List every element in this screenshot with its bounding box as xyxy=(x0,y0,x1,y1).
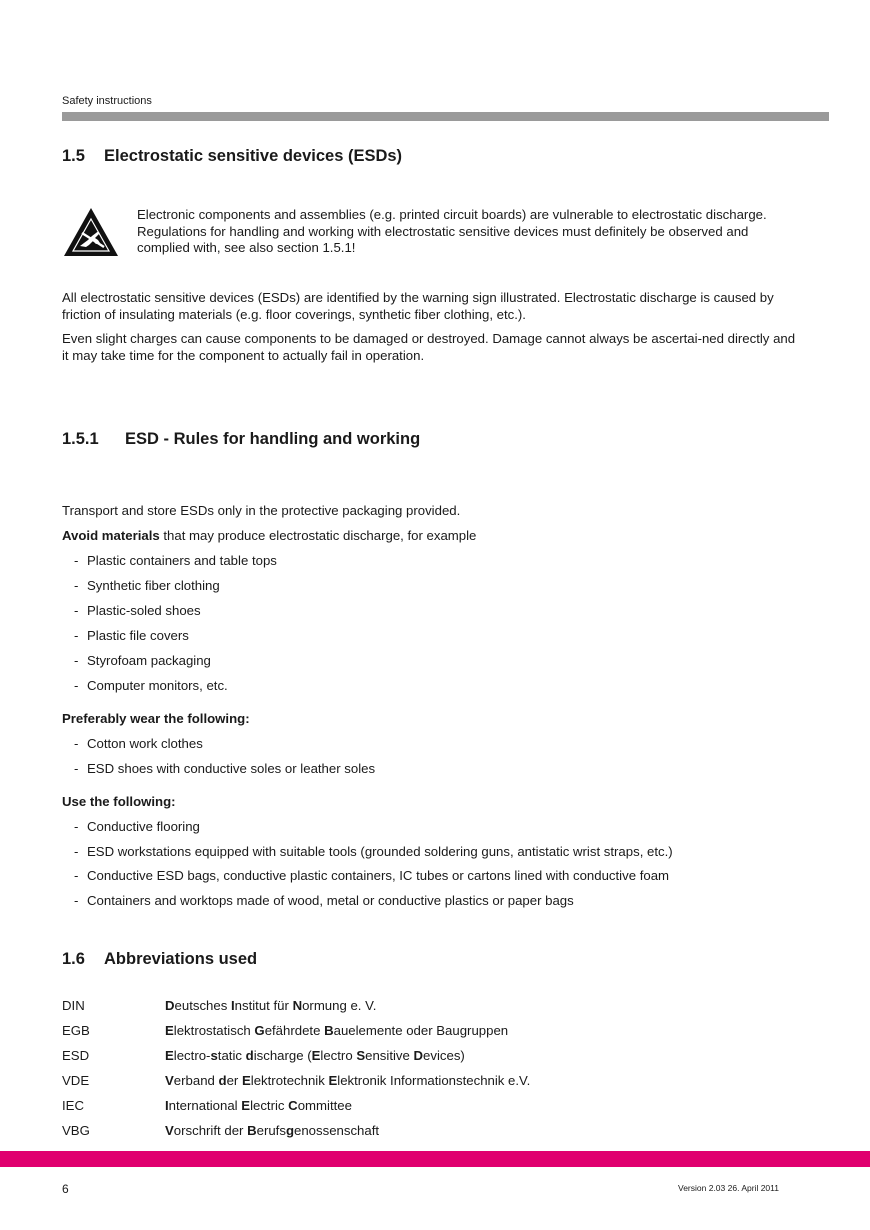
abbreviation-text: lectro xyxy=(320,1048,357,1063)
list-item xyxy=(74,819,200,835)
list-item xyxy=(74,578,220,594)
abbreviation-initial: d xyxy=(245,1048,254,1063)
list-dash: - xyxy=(74,844,79,859)
abbreviation-text: nternational xyxy=(168,1098,242,1113)
abbreviation-text: eutsches xyxy=(174,998,231,1013)
esd-damage-paragraph: Even slight charges can cause components to be damaged or destroyed. Damage cannot always be ascertai-ned directly and it may take time for the component to actually fail in operation. xyxy=(62,331,796,363)
list-item xyxy=(74,893,574,909)
abbreviation-initial: I xyxy=(230,998,235,1013)
abbreviation-text: lectric xyxy=(250,1098,289,1113)
list-dash: - xyxy=(74,761,79,776)
abbreviation-initial: E xyxy=(328,1073,338,1088)
abbreviation-initial: I xyxy=(165,1098,169,1113)
avoid-materials-intro xyxy=(62,528,476,544)
abbreviation-row xyxy=(62,1098,352,1113)
version-info: Version 2.03 26. April 2011 xyxy=(678,1183,779,1193)
abbreviation-key: VDE xyxy=(62,1073,90,1088)
abbreviation-initial: B xyxy=(247,1123,257,1138)
abbreviation-key: VBG xyxy=(62,1123,90,1138)
list-dash: - xyxy=(74,868,79,883)
list-dash: - xyxy=(74,893,79,908)
list-item-text: ESD workstations equipped with suitable tools (grounded soldering guns, antistatic wrist straps, etc.) xyxy=(87,844,673,859)
list-item xyxy=(74,761,375,777)
section-number: 1.6 xyxy=(62,950,85,968)
list-dash: - xyxy=(74,553,79,568)
abbreviation-expansion xyxy=(165,1098,352,1113)
footer-accent-bar xyxy=(0,1151,870,1167)
abbreviation-row xyxy=(62,1048,465,1063)
abbreviation-initial: S xyxy=(356,1048,366,1063)
esd-warning-text: Electronic components and assemblies (e.g. printed circuit boards) are vulnerable to electrostatic discharge. Regulations for handling and working with electrostatic sensitive devices must definitely be observed and complied with, see also section 1.5.1! xyxy=(137,207,767,255)
header-rule xyxy=(62,112,829,121)
list-item xyxy=(74,628,189,644)
abbreviation-expansion xyxy=(165,1048,465,1063)
list-item xyxy=(74,553,277,569)
abbreviation-initial: N xyxy=(292,998,303,1013)
abbreviation-initial: B xyxy=(324,1023,334,1038)
list-dash: - xyxy=(74,578,79,593)
abbreviation-text: lektrostatisch xyxy=(173,1023,255,1038)
abbreviation-text: er xyxy=(226,1073,242,1088)
abbreviation-row xyxy=(62,1073,530,1088)
abbreviation-initial: D xyxy=(165,998,175,1013)
abbreviation-text: ischarge ( xyxy=(253,1048,312,1063)
abbreviation-initial: G xyxy=(254,1023,265,1038)
abbreviation-initial: D xyxy=(413,1048,424,1063)
list-item-text: Plastic file covers xyxy=(87,628,189,643)
abbreviation-text: evices) xyxy=(423,1048,465,1063)
list-item-text: Plastic containers and table tops xyxy=(87,553,277,568)
section-title: Electrostatic sensitive devices (ESDs) xyxy=(104,147,403,165)
abbreviation-initial: V xyxy=(165,1123,174,1138)
list-item-text: Containers and worktops made of wood, metal or conductive plastics or paper bags xyxy=(87,893,574,908)
abbreviation-text: nstitut für xyxy=(234,998,293,1013)
list-item xyxy=(74,653,211,669)
abbreviation-row xyxy=(62,998,376,1013)
esd-intro-paragraph: All electrostatic sensitive devices (ESDs) are identified by the warning sign illustrated. Electrostatic discharge is caused by friction of insulating materials (e.g. floor coverings, synthetic fiber clothing, etc.). xyxy=(62,290,774,322)
section-title: ESD - Rules for handling and working xyxy=(125,430,421,448)
section-number: 1.5 xyxy=(62,147,85,165)
list-item-text: Conductive ESD bags, conductive plastic containers, IC tubes or cartons lined with conductive foam xyxy=(87,868,670,883)
avoid-materials-text: that may produce electrostatic discharge, for example xyxy=(159,528,477,543)
list-item xyxy=(74,603,201,619)
section-number: 1.5.1 xyxy=(62,430,99,448)
list-item xyxy=(74,868,669,884)
abbreviation-initial: d xyxy=(218,1073,227,1088)
list-item xyxy=(74,844,673,860)
avoid-materials-label: Avoid materials xyxy=(62,528,160,543)
list-item-text: Plastic-soled shoes xyxy=(87,603,201,618)
abbreviation-text: erufs xyxy=(256,1123,286,1138)
list-dash: - xyxy=(74,603,79,618)
list-dash: - xyxy=(74,653,79,668)
section-heading-1-6 xyxy=(62,950,257,969)
abbreviation-text: lectro- xyxy=(173,1048,211,1063)
transport-rule: Transport and store ESDs only in the protective packaging provided. xyxy=(62,503,461,518)
abbreviation-key: IEC xyxy=(62,1098,84,1113)
abbreviation-initial: V xyxy=(165,1073,174,1088)
abbreviation-initial: E xyxy=(241,1098,251,1113)
list-dash: - xyxy=(74,678,79,693)
abbreviation-text: orschrift der xyxy=(173,1123,248,1138)
abbreviation-text: ommittee xyxy=(297,1098,352,1113)
abbreviation-text: lektronik Informationstechnik e.V. xyxy=(337,1073,531,1088)
list-item-text: Styrofoam packaging xyxy=(87,653,211,668)
list-dash: - xyxy=(74,628,79,643)
use-heading: Use the following: xyxy=(62,794,176,809)
abbreviation-initial: E xyxy=(241,1073,251,1088)
esd-warning-icon xyxy=(62,206,120,258)
abbreviation-text: efährdete xyxy=(264,1023,325,1038)
section-heading-1-5-1 xyxy=(62,430,420,449)
abbreviation-text: auelemente oder Baugruppen xyxy=(333,1023,509,1038)
abbreviation-initial: C xyxy=(288,1098,298,1113)
list-item-text: ESD shoes with conductive soles or leather soles xyxy=(87,761,376,776)
abbreviation-text: tatic xyxy=(217,1048,246,1063)
list-dash: - xyxy=(74,819,79,834)
abbreviation-key: EGB xyxy=(62,1023,90,1038)
abbreviation-initial: E xyxy=(311,1048,321,1063)
abbreviation-key: DIN xyxy=(62,998,85,1013)
list-item xyxy=(74,736,203,752)
abbreviation-expansion xyxy=(165,1023,508,1038)
abbreviation-text: enossenschaft xyxy=(294,1123,380,1138)
wear-heading: Preferably wear the following: xyxy=(62,711,250,726)
abbreviation-initial: g xyxy=(285,1123,295,1138)
page-number: 6 xyxy=(62,1182,69,1196)
section-title: Abbreviations used xyxy=(104,950,258,968)
list-item-text: Synthetic fiber clothing xyxy=(87,578,220,593)
abbreviation-text: erband xyxy=(173,1073,219,1088)
abbreviation-initial: E xyxy=(165,1023,174,1038)
abbreviation-text: lektrotechnik xyxy=(250,1073,329,1088)
section-heading-1-5 xyxy=(62,147,402,166)
abbreviation-initial: E xyxy=(165,1048,174,1063)
abbreviation-text: ormung e. V. xyxy=(302,998,377,1013)
abbreviation-key: ESD xyxy=(62,1048,90,1063)
abbreviation-row xyxy=(62,1123,379,1138)
list-dash: - xyxy=(74,736,79,751)
list-item-text: Conductive flooring xyxy=(87,819,200,834)
list-item-text: Computer monitors, etc. xyxy=(87,678,228,693)
list-item-text: Cotton work clothes xyxy=(87,736,203,751)
abbreviation-row xyxy=(62,1023,508,1038)
abbreviation-expansion xyxy=(165,1123,379,1138)
list-item xyxy=(74,678,228,694)
abbreviation-expansion xyxy=(165,1073,530,1088)
abbreviation-expansion xyxy=(165,998,376,1013)
running-header-title: Safety instructions xyxy=(62,95,152,107)
abbreviation-text: ensitive xyxy=(365,1048,414,1063)
abbreviation-initial: s xyxy=(210,1048,218,1063)
